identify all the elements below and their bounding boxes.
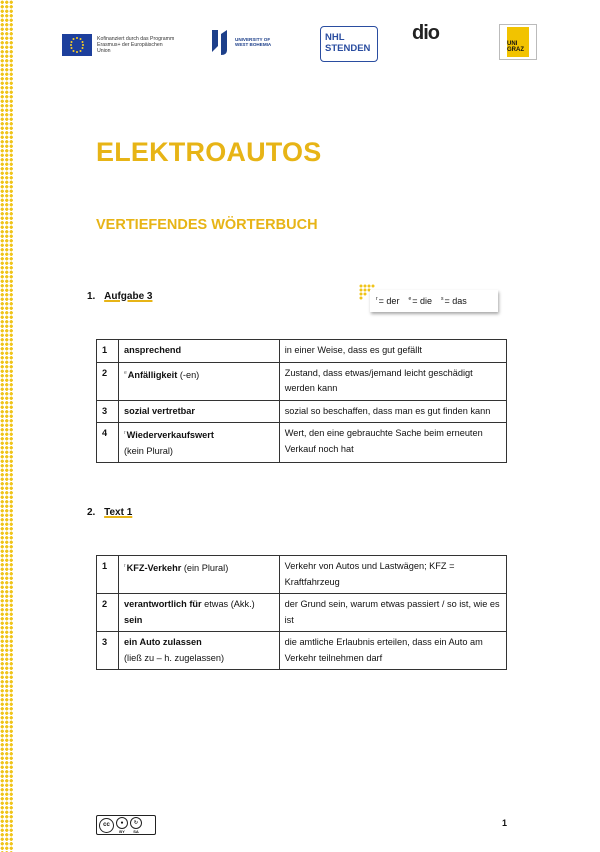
table-row — [97, 340, 507, 363]
nhl-line2: STENDEN — [325, 43, 371, 54]
eu-logo — [62, 34, 177, 56]
legend-box — [370, 290, 498, 312]
table-row — [97, 362, 507, 400]
cc-icon: cc — [99, 818, 114, 833]
page-number: 1 — [502, 818, 508, 828]
section-number: 1. — [87, 291, 96, 302]
section-label: Text 1 — [104, 507, 133, 518]
row-number: 4 — [97, 423, 119, 463]
dio-logo — [412, 22, 439, 45]
decorative-dot-strip — [0, 0, 14, 852]
term-cell — [118, 340, 279, 363]
term-cell — [118, 632, 279, 670]
table-row — [97, 400, 507, 423]
legend-die: $^e$= die — [408, 296, 432, 306]
by-block — [116, 817, 128, 834]
sa-block — [130, 817, 142, 834]
row-number: 3 — [97, 632, 119, 670]
table-row — [97, 632, 507, 670]
term-part-2: etwas (Akk.) — [204, 599, 255, 609]
term-cell — [118, 400, 279, 423]
table-row — [97, 423, 507, 463]
term-note: (ließ zu – h. zugelassen) — [123, 652, 225, 663]
row-number: 2 — [97, 362, 119, 400]
article-marker: r — [123, 563, 126, 569]
definition-cell: Zustand, dass etwas/jemand leicht geschädigt werden kann — [279, 362, 506, 400]
definition-cell: die amtliche Erlaubnis erteilen, dass ein Auto am Verkehr teilnehmen darf — [279, 632, 506, 670]
nhl-stenden-logo — [320, 26, 378, 62]
vocab-table-1 — [96, 339, 507, 463]
term-note: (-en) — [179, 369, 200, 380]
sa-label: SA — [133, 828, 139, 834]
row-number: 1 — [97, 556, 119, 594]
section-heading-2 — [87, 507, 132, 518]
definition-cell: Wert, den eine gebrauchte Sache beim erneuten Verkauf noch hat — [279, 423, 506, 463]
term-cell — [118, 362, 279, 400]
uwb-logo — [210, 28, 273, 56]
uwb-text: UNIVERSITY OF WEST BOHEMIA — [235, 36, 272, 47]
uwb-logo-icon — [210, 28, 230, 56]
table-row — [97, 556, 507, 594]
definition-cell: Verkehr von Autos und Lastwägen; KFZ = Kraftfahrzeug — [279, 556, 506, 594]
uni-graz-logo — [499, 24, 537, 60]
definition-cell: sozial so beschaffen, dass man es gut finden kann — [279, 400, 506, 423]
by-label: BY — [119, 828, 125, 834]
term: sozial vertretbar — [123, 405, 195, 416]
eu-flag-icon — [62, 34, 92, 56]
eu-funding-text: Kofinanziert durch das Programm Erasmus+ der Europäischen Union — [97, 36, 175, 54]
term-part-3: sein — [123, 614, 143, 625]
definition-cell: der Grund sein, warum etwas passiert / so ist, wie es ist — [279, 594, 506, 632]
uni-graz-text: UNI GRAZ — [507, 27, 529, 57]
row-number: 1 — [97, 340, 119, 363]
term: Anfälligkeit — [127, 369, 178, 380]
term: ansprechend — [123, 345, 182, 355]
term: Wiederverkaufswert — [126, 430, 214, 440]
legend-der: $^r$= der — [376, 296, 400, 306]
term-note: (ein Plural) — [183, 563, 229, 573]
article-marker: r — [123, 430, 126, 436]
term-part-1: verantwortlich für — [123, 599, 202, 609]
document-subtitle: VERTIEFENDES WÖRTERBUCH — [96, 217, 318, 233]
article-legend — [359, 284, 499, 314]
partner-logos — [60, 22, 550, 66]
term-cell — [118, 556, 279, 594]
section-number: 2. — [87, 507, 96, 518]
legend-das: $^s$= das — [441, 296, 467, 306]
term-cell — [118, 423, 279, 463]
table-row — [97, 594, 507, 632]
nhl-line1: NHL — [325, 32, 345, 43]
by-person-icon: ● — [116, 817, 128, 829]
document-title: ELEKTROAUTOS — [96, 137, 322, 167]
term: ein Auto zulassen — [123, 637, 202, 647]
row-number: 3 — [97, 400, 119, 423]
term-note: (kein Plural) — [123, 445, 173, 456]
section-heading-1 — [87, 291, 152, 302]
term: KFZ-Verkehr — [126, 563, 182, 573]
section-label: Aufgabe 3 — [104, 291, 153, 302]
definition-cell: in einer Weise, dass es gut gefällt — [279, 340, 506, 363]
row-number: 2 — [97, 594, 119, 632]
vocab-table-2 — [96, 555, 507, 670]
creative-commons-badge — [96, 815, 156, 835]
share-alike-icon: ↻ — [130, 817, 142, 829]
dio-text: dio — [412, 22, 439, 44]
term-cell — [118, 594, 279, 632]
article-marker: e — [123, 369, 127, 376]
